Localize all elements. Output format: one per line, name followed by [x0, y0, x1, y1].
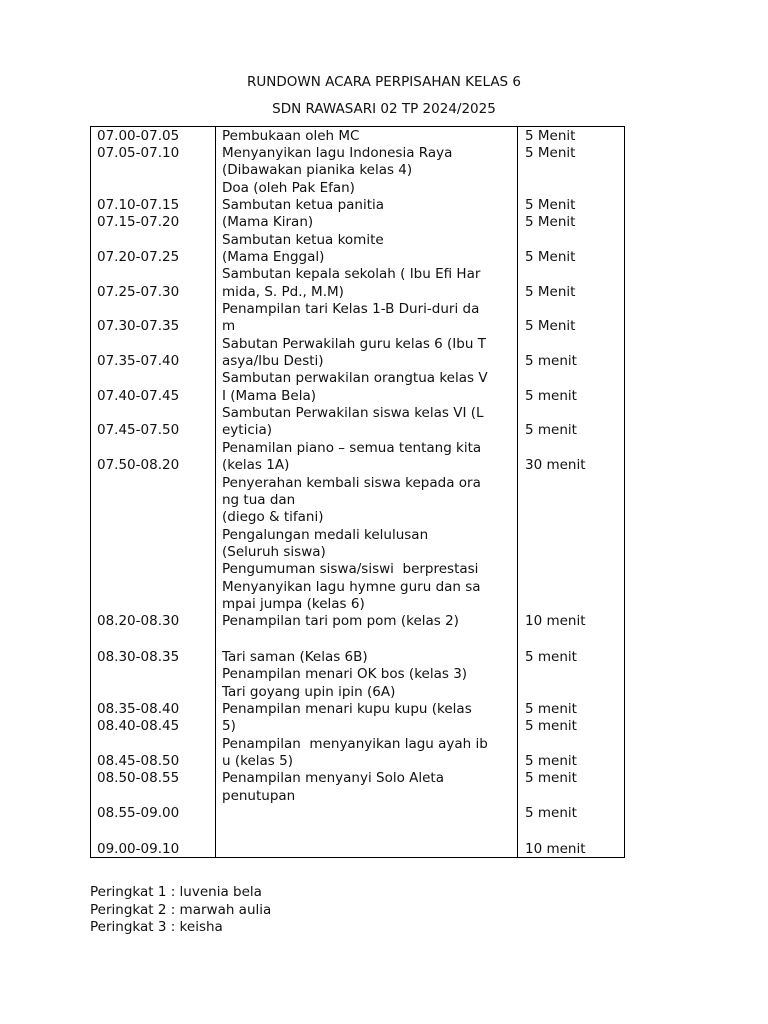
activity-cell: Penampilan menyanyi Solo Aleta — [222, 770, 444, 787]
duration-cell: 5 menit — [525, 353, 577, 370]
ranking-item: Peringkat 2 : marwah aulia — [90, 901, 272, 918]
activity-cell: 5) — [222, 718, 236, 735]
duration-cell: 5 menit — [525, 387, 577, 404]
duration-cell: 5 Menit — [525, 144, 576, 161]
activity-cell: (Dibawakan pianika kelas 4) — [222, 162, 413, 179]
time-cell: 08.40-08.45 — [97, 718, 180, 735]
duration-cell: 5 menit — [525, 701, 577, 718]
duration-cell: 5 menit — [525, 753, 577, 770]
duration-cell: 5 Menit — [525, 196, 576, 213]
activity-cell: Menyanyikan lagu Indonesia Raya — [222, 144, 453, 161]
time-cell: 07.30-07.35 — [97, 318, 180, 335]
time-cell: 07.00-07.05 — [97, 127, 180, 144]
time-cell: 08.45-08.50 — [97, 753, 180, 770]
duration-cell: 5 Menit — [525, 214, 576, 231]
time-cell: 07.45-07.50 — [97, 422, 180, 439]
duration-cell: 10 menit — [525, 840, 586, 857]
time-cell: 07.35-07.40 — [97, 353, 180, 370]
time-cell: 07.20-07.25 — [97, 248, 180, 265]
activity-cell: mida, S. Pd., M.M) — [222, 283, 344, 300]
activity-cell: asya/Ibu Desti) — [222, 353, 324, 370]
duration-cell: 10 menit — [525, 613, 586, 630]
activity-cell: Pembukaan oleh MC — [222, 127, 360, 144]
time-cell: 08.50-08.55 — [97, 770, 180, 787]
activity-cell: (diego & tifani) — [222, 509, 324, 526]
time-cell: 08.30-08.35 — [97, 649, 180, 665]
time-cell: 08.35-08.40 — [97, 701, 180, 718]
time-cell: 07.05-07.10 — [97, 144, 180, 161]
activity-cell: Tari goyang upin ipin (6A) — [222, 683, 396, 700]
activity-cell: Sabutan Perwakilah guru kelas 6 (Ibu T — [222, 335, 486, 352]
activity-cell: Doa (oleh Pak Efan) — [222, 179, 355, 196]
activity-cell: (Mama Kiran) — [222, 214, 314, 231]
time-cell: 08.20-08.30 — [97, 613, 180, 630]
activity-cell: (Seluruh siswa) — [222, 543, 326, 560]
activity-cell: eyticia) — [222, 422, 273, 439]
activity-cell: Sambutan ketua panitia — [222, 196, 385, 213]
activity-cell: Penamilan piano – semua tentang kita — [222, 439, 482, 456]
time-cell: 07.10-07.15 — [97, 196, 180, 213]
activity-cell: Penampilan tari Kelas 1-B Duri-duri da — [222, 301, 480, 317]
time-cell: 08.55-09.00 — [97, 805, 180, 822]
activity-cell: Sambutan perwakilan orangtua kelas V — [222, 370, 488, 387]
time-cell: 07.50-08.20 — [97, 457, 180, 474]
duration-cell: 5 Menit — [525, 318, 576, 335]
duration-cell: 5 menit — [525, 649, 577, 665]
activity-cell: Sambutan kepala sekolah ( Ibu Efi Har — [222, 266, 481, 283]
ranking-item: Peringkat 1 : luvenia bela — [90, 884, 262, 900]
column-divider-duration — [517, 127, 518, 857]
activity-cell: Pengalungan medali kelulusan — [222, 526, 429, 543]
activity-cell: Penampilan menari kupu kupu (kelas — [222, 701, 472, 718]
time-cell: 07.15-07.20 — [97, 214, 180, 231]
duration-cell: 30 menit — [525, 457, 586, 474]
activity-cell: u (kelas 5) — [222, 753, 293, 770]
column-divider-time — [215, 127, 216, 857]
activity-cell: ng tua dan — [222, 491, 296, 508]
time-cell: 09.00-09.10 — [97, 840, 180, 857]
document-subtitle: SDN RAWASARI 02 TP 2024/2025 — [272, 101, 496, 117]
time-cell: 07.25-07.30 — [97, 283, 180, 300]
activity-cell: Penampilan menyanyikan lagu ayah ib — [222, 735, 488, 752]
activity-cell: I (Mama Bela) — [222, 387, 317, 404]
activity-cell: Sambutan ketua komite — [222, 231, 384, 248]
time-cell: 07.40-07.45 — [97, 387, 180, 404]
activity-cell: (Mama Enggal) — [222, 248, 325, 265]
ranking-item: Peringkat 3 : keisha — [90, 919, 223, 935]
document-title: RUNDOWN ACARA PERPISAHAN KELAS 6 — [246, 74, 522, 90]
duration-cell: 5 menit — [525, 718, 577, 735]
activity-cell: Penyerahan kembali siswa kepada ora — [222, 474, 481, 491]
duration-cell: 5 menit — [525, 770, 577, 787]
activity-cell: Tari saman (Kelas 6B) — [222, 649, 368, 665]
activity-cell: (kelas 1A) — [222, 457, 290, 474]
activity-cell: mpai jumpa (kelas 6) — [222, 595, 365, 612]
duration-cell: 5 menit — [525, 422, 577, 439]
activity-cell: Pengumuman siswa/siswi berprestasi — [222, 561, 479, 578]
duration-cell: 5 Menit — [525, 248, 576, 265]
activity-cell: Penampilan tari pom pom (kelas 2) — [222, 613, 459, 630]
activity-cell: Penampilan menari OK bos (kelas 3) — [222, 666, 468, 683]
duration-cell: 5 Menit — [525, 127, 576, 144]
activity-cell: penutupan — [222, 787, 296, 804]
duration-cell: 5 Menit — [525, 283, 576, 300]
activity-cell: m — [222, 318, 236, 335]
duration-cell: 5 menit — [525, 805, 577, 822]
activity-cell: Menyanyikan lagu hymne guru dan sa — [222, 578, 481, 595]
activity-cell: Sambutan Perwakilan siswa kelas VI (L — [222, 405, 484, 422]
